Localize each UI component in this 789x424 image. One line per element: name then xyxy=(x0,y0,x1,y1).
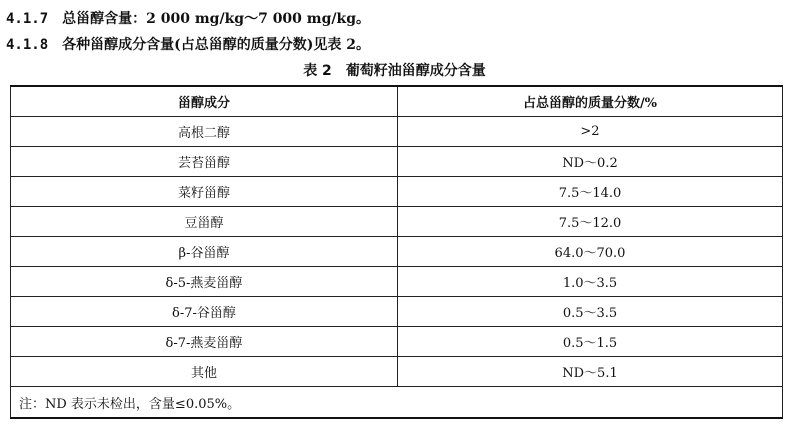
table-note: 注：ND 表示未检出，含量≤0.05%。 xyxy=(11,387,783,419)
cell-component: 菜籽甾醇 xyxy=(11,177,398,207)
table-header-row xyxy=(11,86,783,117)
cell-component: δ-7-燕麦甾醇 xyxy=(11,327,398,357)
cell-fraction: 1.0～3.5 xyxy=(398,267,783,297)
header-mass-fraction: 占总甾醇的质量分数/% xyxy=(398,86,783,117)
clause-number: 4.1.7 xyxy=(6,11,49,27)
table-row xyxy=(11,147,783,177)
clause-4-1-8 xyxy=(6,34,370,54)
clause-text: 总甾醇含量：2 000 mg/kg～7 000 mg/kg。 xyxy=(62,11,370,27)
table-caption-title: 葡萄籽油甾醇成分含量 xyxy=(345,63,486,79)
cell-component: 其他 xyxy=(11,357,398,387)
clause-text: 各种甾醇成分含量(占总甾醇的质量分数)见表 2。 xyxy=(62,37,371,53)
sterol-composition-table xyxy=(10,85,783,419)
table-row xyxy=(11,297,783,327)
table-caption xyxy=(0,60,789,80)
cell-component: 豆甾醇 xyxy=(11,207,398,237)
table-caption-label: 表 2 xyxy=(303,63,332,79)
table-row xyxy=(11,267,783,297)
table-row xyxy=(11,237,783,267)
cell-fraction: 7.5～14.0 xyxy=(398,177,783,207)
cell-fraction: 0.5～1.5 xyxy=(398,327,783,357)
table-row xyxy=(11,177,783,207)
clause-number: 4.1.8 xyxy=(6,37,49,53)
table-note-row xyxy=(11,387,783,419)
cell-fraction: ND～0.2 xyxy=(398,147,783,177)
table-row xyxy=(11,357,783,387)
cell-fraction: >2 xyxy=(398,117,783,147)
table-row xyxy=(11,327,783,357)
cell-fraction: 7.5～12.0 xyxy=(398,207,783,237)
cell-component: 芸苔甾醇 xyxy=(11,147,398,177)
cell-fraction: 64.0～70.0 xyxy=(398,237,783,267)
table-row xyxy=(11,207,783,237)
cell-component: δ-7-谷甾醇 xyxy=(11,297,398,327)
cell-fraction: ND～5.1 xyxy=(398,357,783,387)
cell-component: 高根二醇 xyxy=(11,117,398,147)
table-row xyxy=(11,117,783,147)
cell-fraction: 0.5～3.5 xyxy=(398,297,783,327)
cell-component: β-谷甾醇 xyxy=(11,237,398,267)
clause-4-1-7 xyxy=(6,8,370,28)
header-sterol-component: 甾醇成分 xyxy=(11,86,398,117)
cell-component: δ-5-燕麦甾醇 xyxy=(11,267,398,297)
